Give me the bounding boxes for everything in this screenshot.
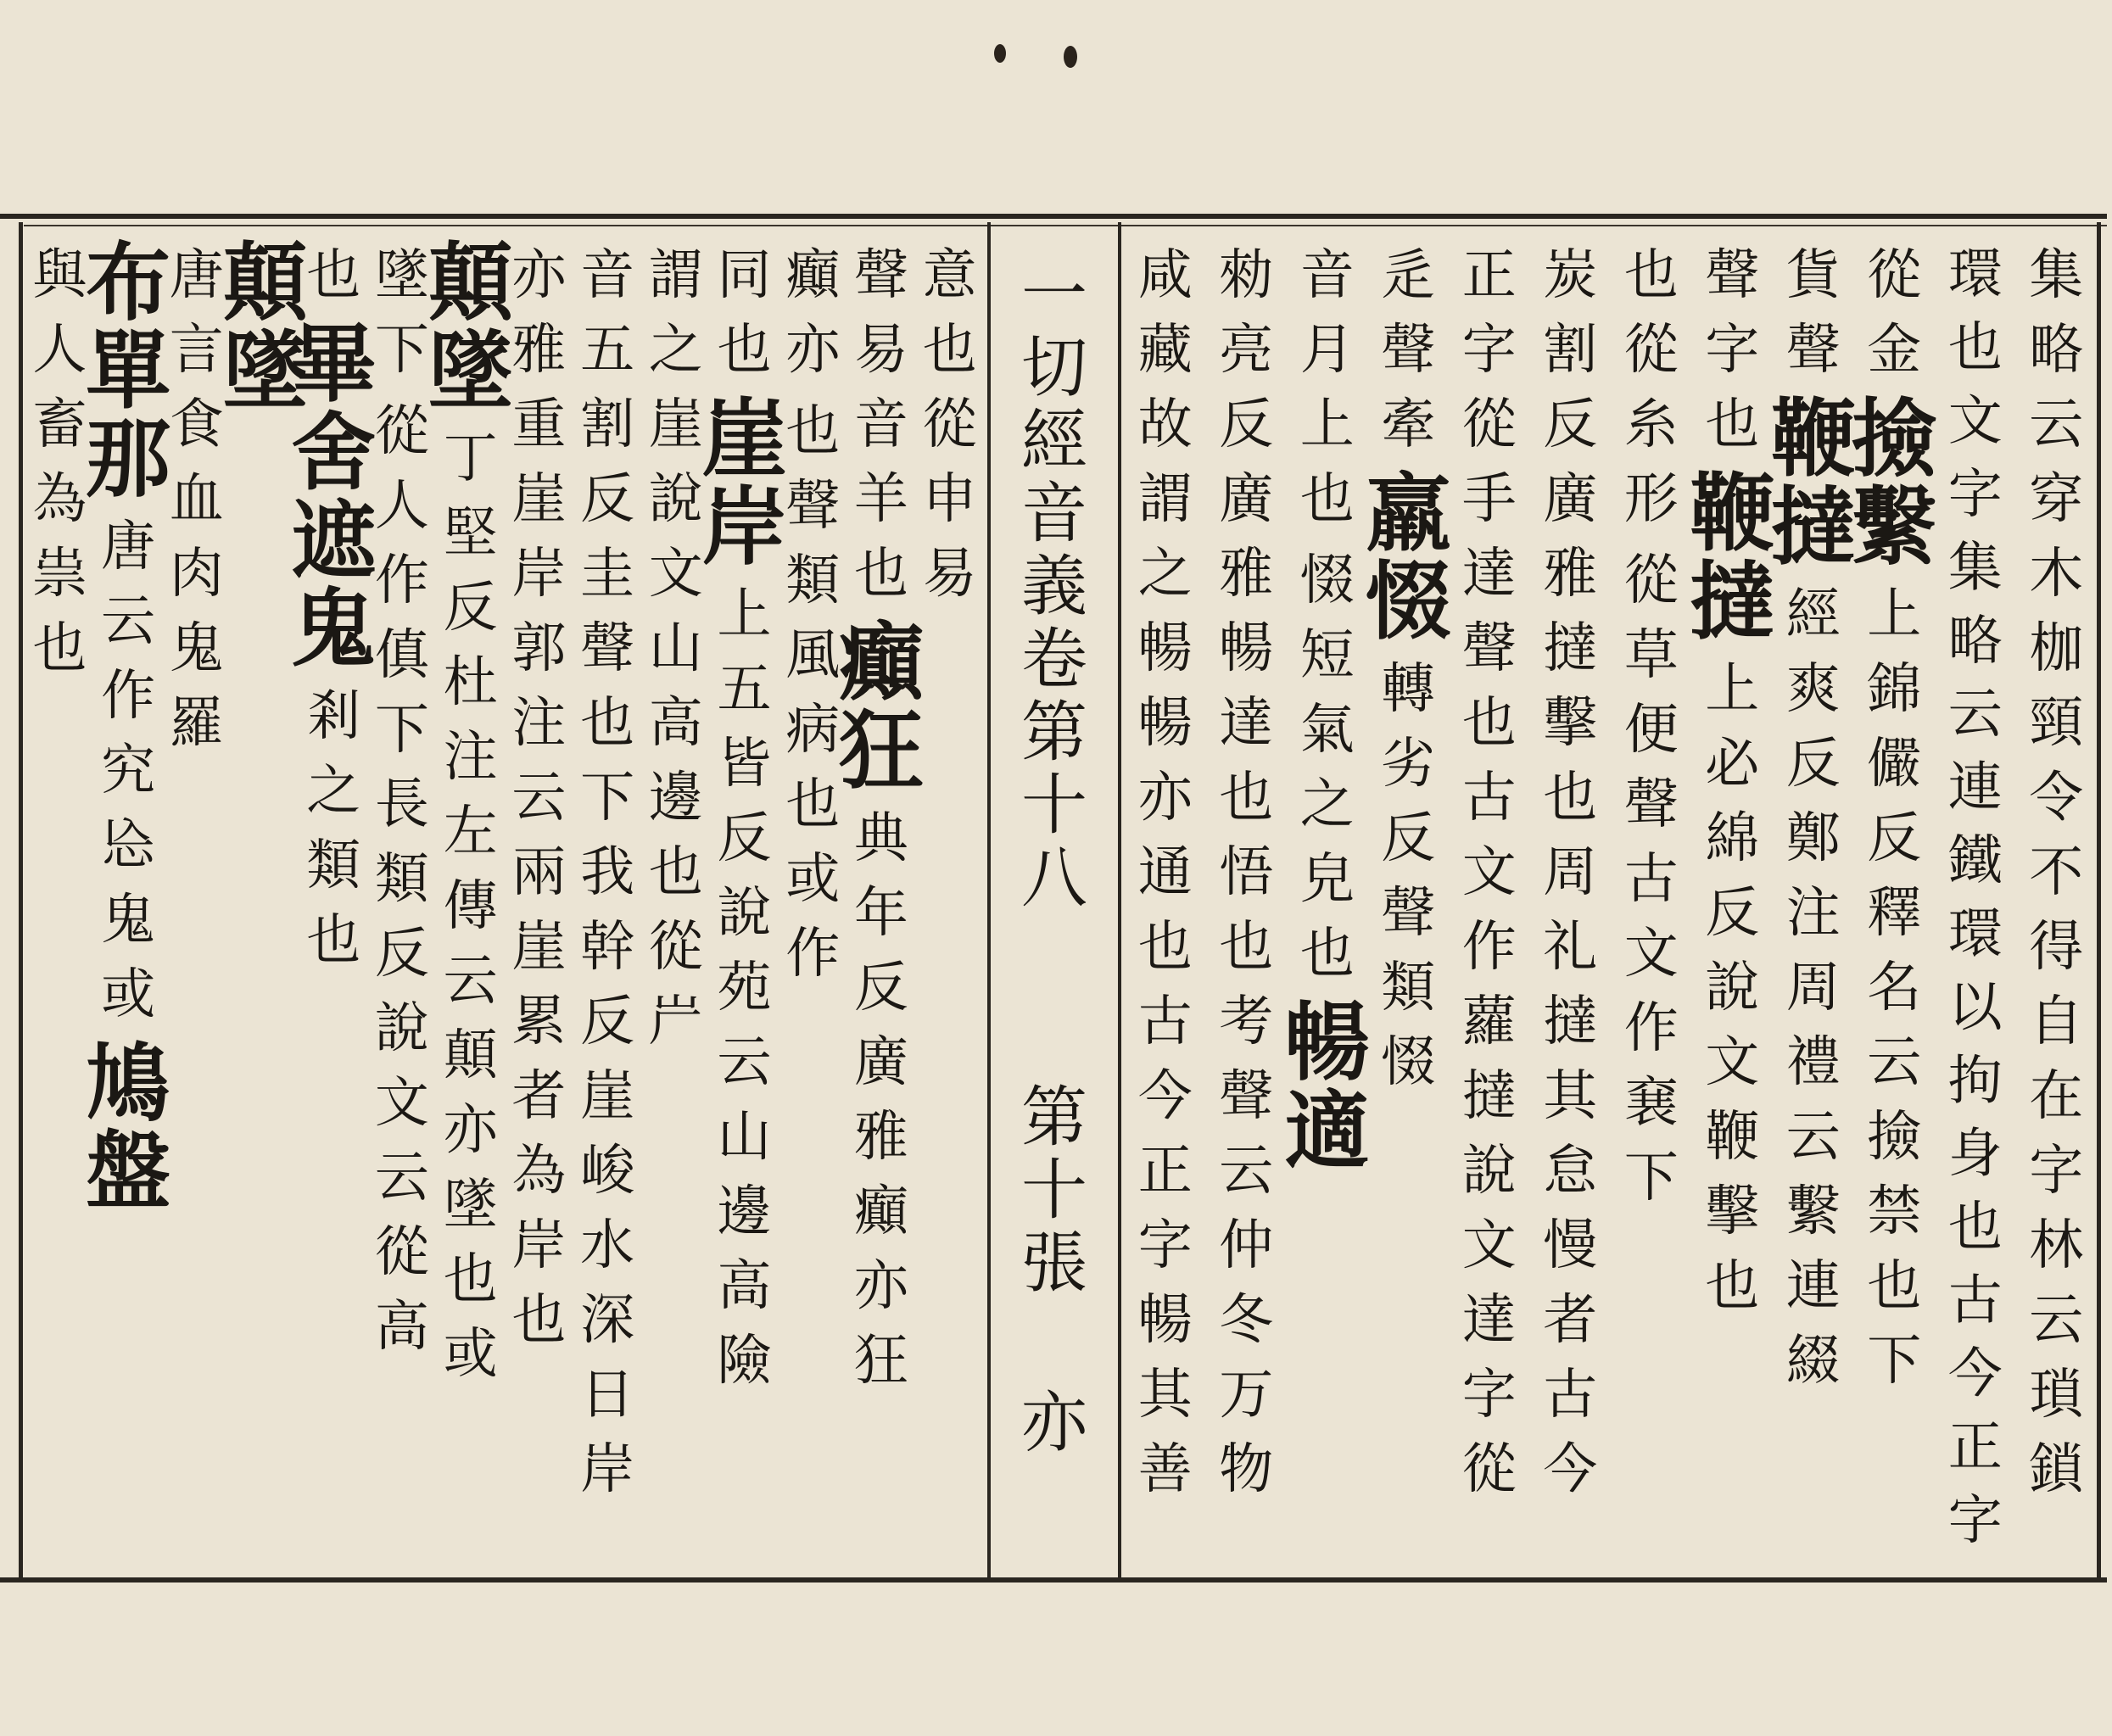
text-column xyxy=(1850,233,1938,1573)
gloss-text: 聲 易 音 羊 也 xyxy=(853,244,908,606)
gloss-text: 聲 字 也 xyxy=(1705,244,1760,456)
gloss-text: 集 略 云 穿 木 枷 頸 令 不 得 自 在 字 林 云 瑣 鎖 xyxy=(2029,244,2084,1501)
ink-blot xyxy=(1064,46,1077,68)
gloss-text: 音 五 割 反 圭 聲 也 下 我 幹 反 崖 峻 水 深 日 岸 xyxy=(580,244,635,1501)
gloss-text: 從 金 xyxy=(1867,244,1922,382)
gloss-text: 剎 之 類 也 xyxy=(306,685,361,972)
headword: 鳩 盤 xyxy=(86,1033,171,1221)
gloss-text: 丁 堅 反 杜 注 左 傳 云 顛 亦 墜 也 或 xyxy=(443,427,498,1386)
gloss-text: 轉 劣 反 聲 類 惙 xyxy=(1381,658,1436,1094)
gloss-text: 與 人 畜 為 祟 也 xyxy=(32,244,87,680)
headword: 崖 岸 xyxy=(701,388,787,577)
gloss-text: 從 人 作 傎 下 長 類 反 說 文 云 從 高 xyxy=(374,400,429,1359)
right-page xyxy=(1125,233,2097,1573)
gloss-text: 環 也 文 字 集 略 云 連 鐵 環 以 拘 身 也 古 今 正 字 xyxy=(1947,243,2003,1552)
left-page xyxy=(25,233,984,1573)
gloss-text: 貨 聲 xyxy=(1785,244,1841,382)
gloss-text: 也 從 糸 形 xyxy=(1623,244,1679,531)
text-column xyxy=(1202,233,1290,1573)
leaf-number: 第 十 張 xyxy=(1020,1080,1087,1302)
gloss-text: 也 聲 類 風 病 也 或 作 xyxy=(785,400,841,985)
gloss-text: 經 爽 反 鄭 注 周 禮 云 繫 連 綴 xyxy=(1785,583,1841,1393)
text-column xyxy=(1769,233,1858,1573)
gloss-text: 也 xyxy=(306,244,361,307)
text-column xyxy=(1445,233,1534,1573)
headword: 鞭 撻 xyxy=(1690,463,1775,651)
headword: 顛 墜 xyxy=(427,232,513,421)
text-column xyxy=(1364,233,1452,1573)
ink-blot xyxy=(994,44,1006,63)
headword: 癲 狂 xyxy=(838,612,924,801)
headword: 畢 舍 遮 鬼 xyxy=(291,314,377,678)
text-column xyxy=(1121,233,1210,1573)
text-column xyxy=(15,233,103,1573)
gloss-text: 癲 亦 xyxy=(785,244,841,382)
gloss-text: 同 也 xyxy=(717,244,772,382)
gloss-text: 亦 雅 重 崖 岸 郭 注 云 兩 崖 累 者 為 岸 也 xyxy=(511,244,567,1352)
gloss-text: 炭 割 反 廣 雅 撻 擊 也 周 礼 撻 其 怠 慢 者 古 今 xyxy=(1543,244,1598,1501)
gloss-text: 唐 云 作 究 㤀 鬼 或 xyxy=(101,516,156,1026)
text-column xyxy=(1607,233,1696,1573)
gloss-text: 意 也 從 申 易 xyxy=(922,244,977,606)
gloss-text: 音 月 上 也 xyxy=(1299,244,1355,531)
gloss-text: 從 草 便 聲 古 文 作 㐮 下 xyxy=(1623,550,1679,1209)
text-column xyxy=(1526,233,1614,1573)
headword: 撿 繫 xyxy=(1852,388,1937,577)
gloss-text: 上 錦 儼 反 釋 名 云 撿 禁 也 下 xyxy=(1867,583,1922,1393)
gloss-text: 唐 言 食 血 肉 鬼 羅 xyxy=(169,244,224,755)
gloss-text: 謂 之 崖 說 文 山 高 邊 也 從 屵 xyxy=(648,244,703,1053)
gloss-text: 典 年 反 廣 雅 癲 亦 狂 xyxy=(853,807,908,1393)
gloss-text: 上 必 綿 反 說 文 鞭 擊 也 xyxy=(1705,658,1760,1318)
center-margin xyxy=(991,233,1118,1573)
gloss-text: 勑 亮 反 廣 雅 暢 達 也 悟 也 考 聲 云 仲 冬 万 物 xyxy=(1219,244,1274,1501)
text-column xyxy=(1283,233,1372,1573)
gloss-text: 咸 藏 故 謂 之 暢 暢 亦 通 也 古 今 正 字 暢 其 善 xyxy=(1137,244,1193,1501)
gloss-text: 墜 下 xyxy=(374,244,429,382)
volume-title: 一 切 經 音 義 卷 第 十 八 xyxy=(1020,257,1087,917)
frame-top-rule xyxy=(0,214,2107,219)
headword: 顛 墜 xyxy=(222,232,308,421)
gloss-text: 惙 短 氣 之 皃 也 xyxy=(1299,550,1355,985)
text-column xyxy=(2012,233,2100,1573)
text-column xyxy=(1931,233,2020,1552)
frame-top-inner-rule xyxy=(24,225,2107,226)
headword: 布 單 那 xyxy=(86,232,171,509)
text-column xyxy=(1688,233,1776,1573)
gloss-text: 辵 聲 牽 xyxy=(1381,244,1436,456)
frame-bottom-rule xyxy=(0,1577,2107,1582)
headword: 暢 適 xyxy=(1284,992,1370,1181)
gloss-text: 上 五 皆 反 說 苑 云 山 邊 高 險 xyxy=(717,583,772,1393)
gloss-text: 正 字 從 手 達 聲 也 古 文 作 蘿 撻 說 文 達 字 從 xyxy=(1461,244,1517,1501)
leaf-mark: 亦 xyxy=(1020,1385,1087,1461)
headword: 羸 惙 xyxy=(1366,463,1451,651)
headword: 鞭 撻 xyxy=(1770,388,1856,577)
